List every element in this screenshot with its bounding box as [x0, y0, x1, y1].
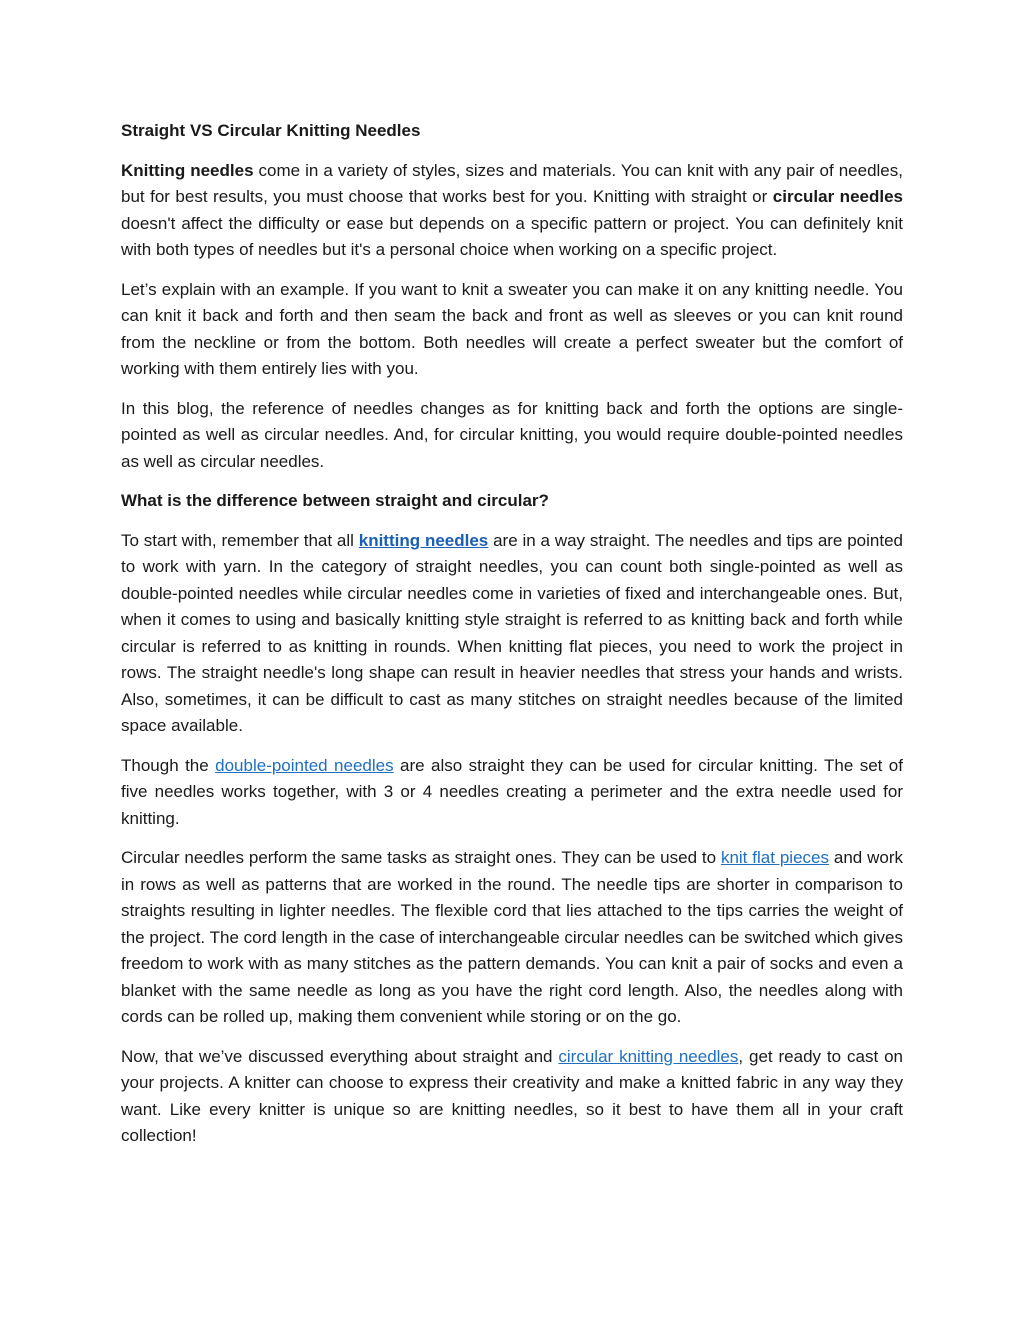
double-pointed-paragraph [121, 753, 903, 833]
blog-reference-paragraph: In this blog, the reference of needles changes as for knitting back and forth the options are single-pointed as well as circular needles. And, for circular knitting, you would require double-pointed needles as well as circular needles. [121, 398, 903, 471]
bold-term-knitting-needles: Knitting needles [121, 160, 254, 180]
knitting-needles-link[interactable]: knitting needles [358, 530, 489, 550]
intro-paragraph [121, 158, 903, 264]
circular-knitting-needles-link[interactable]: circular knitting needles [558, 1046, 739, 1066]
double-pointed-needles-link[interactable]: double-pointed needles [215, 755, 394, 775]
paragraph-text: doesn't affect the difficulty or ease but depends on a specific pattern or project. You can definitely knit with both types of needles but it's a personal choice when working on a specific project. [121, 213, 903, 259]
straight-needles-paragraph [121, 528, 903, 740]
conclusion-paragraph [121, 1044, 903, 1150]
paragraph-text: , get ready to cast on your projects. A knitter can choose to express their creativity and make a knitted fabric in any way they want. Like every knitter is unique so are knitting needles, so it best to have them all in your craft collection! [121, 1046, 903, 1145]
paragraph-text: are also straight they can be used for circular knitting. The set of five needles works together, with 3 or 4 needles creating a perimeter and the extra needle used for knitting. [121, 755, 903, 828]
paragraph-text: Though the [121, 755, 216, 775]
paragraph-text: are in a way straight. The needles and tips are pointed to work with yarn. In the category of straight needles, you can count both single-pointed as well as double-pointed needles while circular needles come in varieties of fixed and interchangeable ones. But, when it comes to using and basically knitting style straight is referred to as knitting back and forth while circular is referred to as knitting in rounds. When knitting flat pieces, you need to work the project in rows. The straight needle's long shape can result in heavier needles that stress your hands and wrists. Also, sometimes, it can be difficult to cast as many stitches on straight needles because of the limited space available. [121, 530, 903, 735]
paragraph-text: and work in rows as well as patterns that are worked in the round. The needle tips are shorter in comparison to straights resulting in lighter needles. The flexible cord that lies attached to the tips carries the weight of the project. The cord length in the case of interchangeable circular needles can be switched which gives freedom to work with as many stitches as the pattern demands. You can knit a pair of socks and even a blanket with the same needle as long as you have the right cord length. Also, the needles along with cords can be rolled up, making them convenient while storing or on the go. [121, 848, 903, 1026]
section-heading: What is the difference between straight and circular? [121, 491, 549, 510]
page-title: Straight VS Circular Knitting Needles [121, 121, 421, 140]
example-paragraph: Let’s explain with an example. If you want to knit a sweater you can make it on any knitting needle. You can knit it back and forth and then seam the back and front as well as sleeves or you can knit round from the neckline or from the bottom. Both needles will create a perfect sweater but the comfort of working with them entirely lies with you. [121, 279, 903, 378]
document-body [121, 118, 903, 1163]
bold-term-circular-needles: circular needles [772, 187, 903, 206]
paragraph-text: To start with, remember that all [121, 530, 359, 550]
paragraph-text: come in a variety of styles, sizes and materials. You can knit with any pair of needles, but for best results, you must choose that works best for you. Knitting with straight or [121, 160, 903, 206]
paragraph-text: Circular needles perform the same tasks as straight ones. They can be used to [121, 848, 721, 867]
circular-needles-paragraph [121, 845, 903, 1031]
paragraph-text: Now, that we’ve discussed everything about straight and [121, 1046, 559, 1066]
knit-flat-pieces-link[interactable]: knit flat pieces [720, 848, 829, 867]
